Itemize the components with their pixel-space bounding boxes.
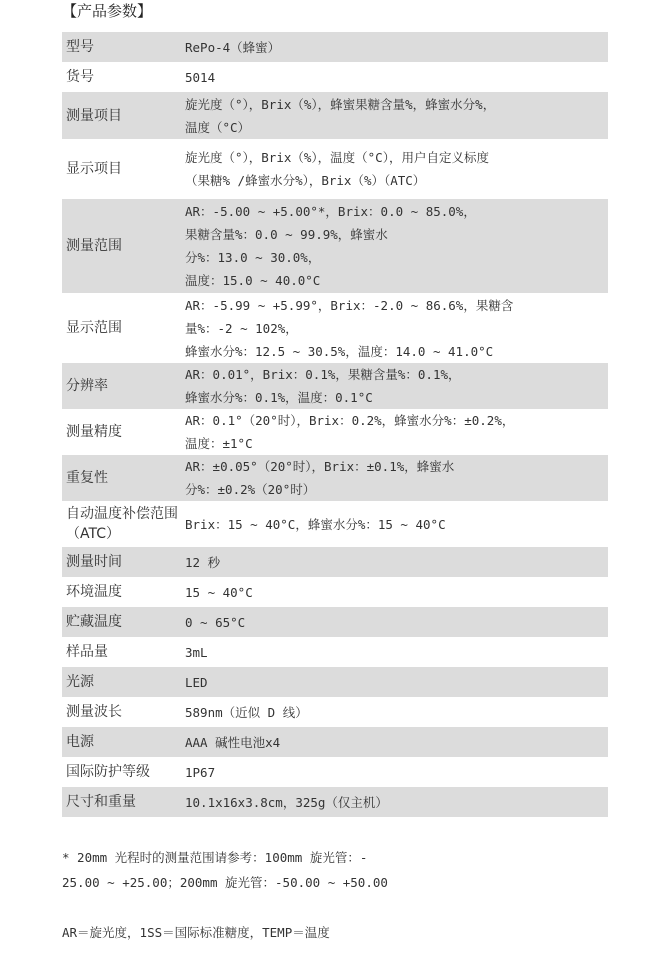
spec-label: 国际防护等级 bbox=[62, 757, 179, 787]
spec-row-ambient-temperature bbox=[62, 577, 608, 607]
spec-value: AR：0.01°，Brix：0.1%，果糖含量%：0.1%， 蜂蜜水分%：0.1%，温度：0.1°C bbox=[179, 363, 608, 409]
spec-value: AR：±0.05°（20°时），Brix：±0.1%，蜂蜜水 分%：±0.2%（20°时） bbox=[179, 455, 608, 501]
spec-value: 0 ~ 65°C bbox=[179, 607, 608, 637]
spec-value: 3mL bbox=[179, 637, 608, 667]
spec-value: 12 秒 bbox=[179, 547, 608, 577]
spec-row-size-weight bbox=[62, 787, 608, 817]
spec-row-item-number bbox=[62, 62, 608, 92]
spec-row-accuracy bbox=[62, 409, 608, 455]
spec-label: 样品量 bbox=[62, 637, 179, 667]
spec-label: 货号 bbox=[62, 62, 179, 92]
spec-value: AAA 碱性电池x4 bbox=[179, 727, 608, 757]
spec-value: Brix：15 ~ 40°C，蜂蜜水分%：15 ~ 40°C bbox=[179, 501, 608, 547]
spec-value: 15 ~ 40°C bbox=[179, 577, 608, 607]
spec-label: 显示项目 bbox=[62, 139, 179, 199]
spec-label: 测量范围 bbox=[62, 199, 179, 293]
spec-value: LED bbox=[179, 667, 608, 697]
spec-row-resolution bbox=[62, 363, 608, 409]
spec-value: 589nm（近似 D 线） bbox=[179, 697, 608, 727]
spec-row-measurement-range bbox=[62, 199, 608, 293]
spec-row-atc-range bbox=[62, 501, 608, 547]
spec-label: 测量波长 bbox=[62, 697, 179, 727]
spec-value: AR：-5.00 ~ +5.00°*，Brix：0.0 ~ 85.0%， 果糖含量%：0.0 ~ 99.9%，蜂蜜水 分%：13.0 ~ 30.0%， 温度：15.0 ~ 40.0°C bbox=[179, 199, 608, 293]
spec-label: 测量时间 bbox=[62, 547, 179, 577]
spec-row-display-items bbox=[62, 139, 608, 199]
spec-row-sample-volume bbox=[62, 637, 608, 667]
spec-label: 显示范围 bbox=[62, 293, 179, 363]
spec-label: 测量项目 bbox=[62, 92, 179, 139]
spec-row-display-range bbox=[62, 293, 608, 363]
spec-value: RePo-4（蜂蜜） bbox=[179, 32, 608, 62]
footnote-range-note: * 20mm 光程时的测量范围请参考：100mm 旋光管：- 25.00 ~ +25.00；200mm 旋光管：-50.00 ~ +50.00 bbox=[62, 850, 388, 890]
spec-row-model bbox=[62, 32, 608, 62]
spec-value: AR：-5.99 ~ +5.99°，Brix：-2.0 ~ 86.6%，果糖含 量%：-2 ~ 102%， 蜂蜜水分%：12.5 ~ 30.5%，温度：14.0 ~ 41.0°C bbox=[179, 293, 608, 363]
spec-value: 10.1x16x3.8cm，325g（仅主机） bbox=[179, 787, 608, 817]
spec-value: 1P67 bbox=[179, 757, 608, 787]
spec-value: 旋光度（°），Brix（%），蜂蜜果糖含量%，蜂蜜水分%， 温度（°C） bbox=[179, 92, 608, 139]
spec-label: 测量精度 bbox=[62, 409, 179, 455]
spec-label: 电源 bbox=[62, 727, 179, 757]
spec-label: 重复性 bbox=[62, 455, 179, 501]
footnote-abbreviations: AR＝旋光度，1SS＝国际标准糖度，TEMP＝温度 bbox=[62, 925, 330, 940]
spec-row-repeatability bbox=[62, 455, 608, 501]
spec-value: 旋光度（°），Brix（%），温度（°C），用户自定义标度 （果糖% /蜂蜜水分%），Brix（%）（ATC） bbox=[179, 139, 608, 199]
spec-row-measurement-time bbox=[62, 547, 608, 577]
spec-row-light-source bbox=[62, 667, 608, 697]
spec-label: 分辨率 bbox=[62, 363, 179, 409]
spec-row-measurement-items bbox=[62, 92, 608, 139]
section-title: 【产品参数】 bbox=[62, 2, 153, 20]
spec-label: 环境温度 bbox=[62, 577, 179, 607]
spec-row-wavelength bbox=[62, 697, 608, 727]
spec-row-storage-temperature bbox=[62, 607, 608, 637]
spec-table bbox=[62, 32, 608, 817]
spec-label: 贮藏温度 bbox=[62, 607, 179, 637]
spec-label: 光源 bbox=[62, 667, 179, 697]
spec-label: 尺寸和重量 bbox=[62, 787, 179, 817]
spec-table-body bbox=[62, 32, 608, 817]
spec-label: 型号 bbox=[62, 32, 179, 62]
spec-value: 5014 bbox=[179, 62, 608, 92]
footnote bbox=[62, 820, 622, 970]
spec-row-ip-rating bbox=[62, 757, 608, 787]
spec-row-power bbox=[62, 727, 608, 757]
spec-label: 自动温度补偿范围（ATC） bbox=[62, 501, 179, 547]
spec-value: AR：0.1°（20°时），Brix：0.2%，蜂蜜水分%：±0.2%， 温度：±1°C bbox=[179, 409, 608, 455]
